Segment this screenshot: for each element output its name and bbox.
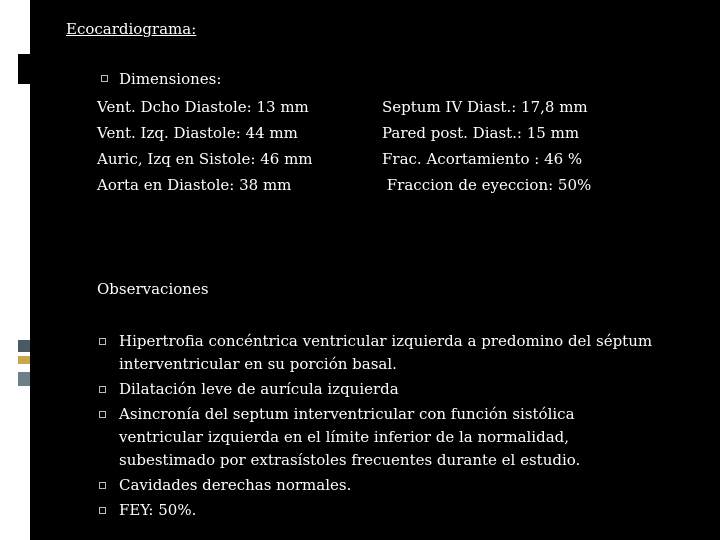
observation-text: Dilatación leve de aurícula izquierda (119, 380, 399, 398)
decorative-bar (18, 340, 30, 352)
dimension-item: Aorta en Diastole: 38 mm (97, 176, 292, 194)
observation-text: FEY: 50%. (119, 501, 197, 519)
left-decorative-panel (0, 0, 30, 540)
observations-heading: Observaciones (97, 280, 209, 298)
dimension-item: Septum IV Diast.: 17,8 mm (382, 98, 588, 116)
decorative-bar (18, 372, 30, 386)
dimension-item: Vent. Izq. Diastole: 44 mm (97, 124, 298, 142)
observation-text: Asincronía del septum interventricular con función sistólica ventricular izquierda en el límite inferior de la normalidad, subestimado por extrasístoles frecuentes durante el estudio. (119, 405, 581, 469)
observation-item (97, 499, 657, 522)
slide-title: Ecocardiograma: (66, 20, 197, 38)
dimensions-heading: Dimensiones: (119, 70, 222, 88)
dimension-item: Frac. Acortamiento : 46 % (382, 150, 583, 168)
dimension-item: Pared post. Diast.: 15 mm (382, 124, 580, 142)
decorative-bar (18, 356, 30, 364)
observation-text: Hipertrofia concéntrica ventricular izquierda a predomino del séptum interventricular en su porción basal. (119, 332, 653, 373)
observation-item (97, 330, 657, 376)
observation-item (97, 378, 657, 401)
bullet-icon (99, 338, 106, 345)
dimension-item: Auric, Izq en Sistole: 46 mm (97, 150, 313, 168)
bullet-icon (99, 411, 106, 418)
bullet-icon (99, 482, 106, 489)
bullet-icon (99, 507, 106, 514)
bullet-icon (99, 386, 106, 393)
dimension-item: Vent. Dcho Diastole: 13 mm (97, 98, 309, 116)
observation-text: Cavidades derechas normales. (119, 476, 352, 494)
dimension-item: Fraccion de eyeccion: 50% (382, 176, 592, 194)
observation-item (97, 403, 657, 472)
decorative-bar (18, 54, 30, 84)
bullet-icon (101, 75, 108, 82)
observation-item (97, 474, 657, 497)
observations-list (97, 330, 657, 524)
